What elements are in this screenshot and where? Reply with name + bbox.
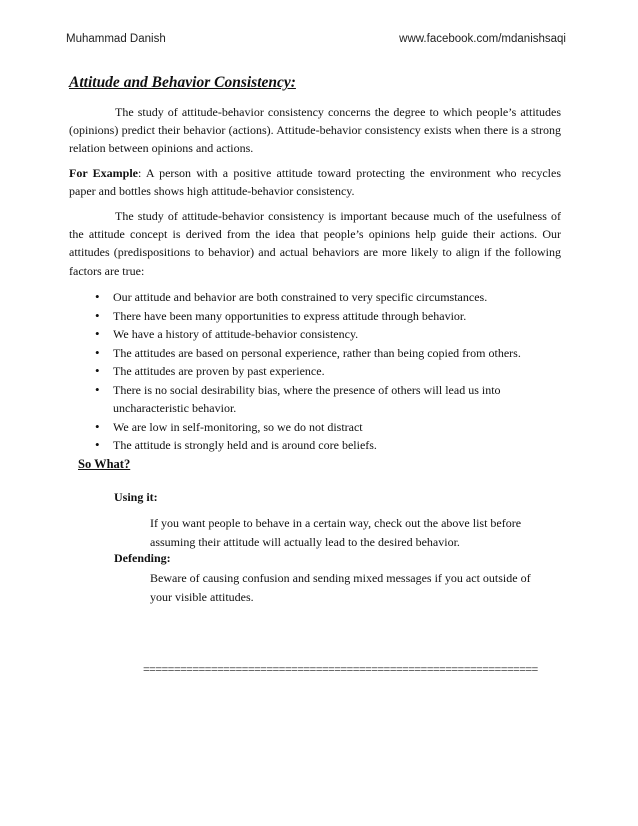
header-author: Muhammad Danish	[66, 33, 166, 45]
using-text: If you want people to behave in a certain way, check out the above list before assuming their attitude will actually lead to the desired behavior.	[150, 516, 522, 549]
so-what-heading: So What?	[78, 457, 131, 471]
separator-line: ================================================================	[143, 662, 538, 676]
list-item: • The attitudes are based on personal experience, rather than being copied from others.	[95, 344, 565, 363]
list-item: • We have a history of attitude-behavior consistency.	[95, 325, 565, 344]
list-item: • The attitudes are proven by past experience.	[95, 362, 565, 381]
header-url: www.facebook.com/mdanishsaqi	[399, 33, 566, 45]
list-item: • There have been many opportunities to express attitude through behavior.	[95, 307, 565, 326]
list-item: • There is no social desirability bias, where the presence of others will lead us into uncharacteristic behavior.	[95, 381, 565, 418]
intro-paragraph: The study of attitude-behavior consistency concerns the degree to which people’s attitudes (opinions) predict their behavior (actions). Attitude-behavior consistency exists when there is a strong relation between opinions and actions.	[69, 105, 561, 156]
factors-list	[95, 288, 565, 455]
list-item: • We are low in self-monitoring, so we do not distract	[95, 418, 565, 437]
example-text: : A person with a positive attitude toward protecting the environment who recycles paper and bottles shows high attitude-behavior consistency.	[69, 166, 561, 199]
using-label: Using it:	[114, 490, 158, 504]
example-label: For Example	[69, 166, 138, 180]
defending-label: Defending:	[114, 551, 171, 565]
section-title: Attitude and Behavior Consistency:	[69, 74, 296, 91]
importance-paragraph: The study of attitude-behavior consistency is important because much of the usefulness of the attitude concept is derived from the idea that people’s opinions help guide their actions. Our attitudes (predispositions to behavior) and actual behaviors are more likely to align if the following factors are true:	[69, 209, 561, 278]
list-item: • The attitude is strongly held and is around core beliefs.	[95, 436, 565, 455]
list-item: • Our attitude and behavior are both constrained to very specific circumstances.	[95, 288, 565, 307]
example-paragraph	[69, 164, 561, 200]
defending-text: Beware of causing confusion and sending mixed messages if you act outside of your visible attitudes.	[150, 571, 531, 604]
